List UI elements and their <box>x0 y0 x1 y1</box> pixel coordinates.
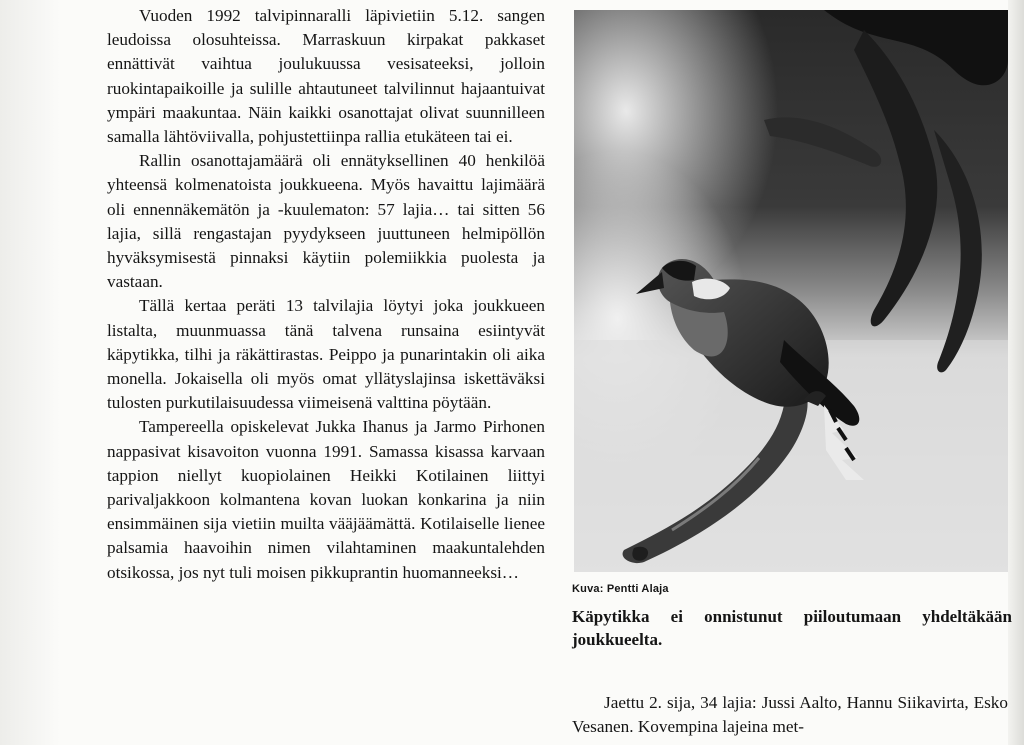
article-paragraph: Vuoden 1992 talvipinnaralli läpivietiin 5.12. sangen leudoissa olosuhteissa. Marraskuun kirpakat pakkaset ennättivät vaihtua joulukuussa vesisateeksi, jolloin ruokintapaikoille ja sulille ahtautuneet talvilinnut hajaantuivat ympäri maakuntaa. Näin kaikki osanottajat olivat suunnilleen samalla lähtöviivalla, pohjustettiinpa rallia etukäteen tai ei. <box>107 6 545 147</box>
bird-photo-illustration <box>574 10 1008 572</box>
page-edge-left <box>0 0 60 745</box>
article-text-column <box>107 4 545 585</box>
photo-caption: Käpytikka ei onnistunut piiloutumaan yhdeltäkään joukkueelta. <box>572 607 1012 649</box>
article-paragraph: Tällä kertaa peräti 13 talvilajia löytyi joka joukkueen listalta, muunmuassa tänä talvena runsaina esiintyvät käpytikka, tilhi ja räkättirastas. Peippo ja punarintakin oli aika monella. Jokaisella oli myös omat yllätyslajinsa iskettäväksi tulosten purkutilaisuudessa viimeisenä valttina pöytään. <box>107 296 545 413</box>
bird-photo <box>574 10 1008 572</box>
article-paragraph: Rallin osanottajamäärä oli ennätyksellinen 40 henkilöä yhteensä kolmenatoista joukkueena. Myös havaittu lajimäärä oli ennennäkemätön ja -kuulematon: 57 lajia… tai sitten 56 lajia, sillä rengastajan pyydykseen juuttuneen helmipöllön hyväksymisestä pinnaksi käytiin polemiikkia puolesta ja vastaan. <box>107 151 545 292</box>
article-paragraph: Tampereella opiskelevat Jukka Ihanus ja Jarmo Pirhonen nappasivat kisavoiton vuonna 1991. Samassa kisassa karvaan tappion niellyt kuopiolainen Heikki Kotilainen liittyi parivaljakkoon kolmantena kovan luokan konkarina ja niin ensimmäinen sija vietiin muilta vääjäämättä. Kotilaiselle lienee palsamia haavoihin nimen vilahtaminen maakuntalehden otsikossa, jos nyt tuli moisen pikkuprantin huomanneeksi… <box>107 417 545 582</box>
photo-credit: Kuva: Pentti Alaja <box>572 583 669 595</box>
right-column-paragraph: Jaettu 2. sija, 34 lajia: Jussi Aalto, Hannu Siikavirta, Esko Vesanen. Kovempina lajeina met- <box>572 693 1008 737</box>
